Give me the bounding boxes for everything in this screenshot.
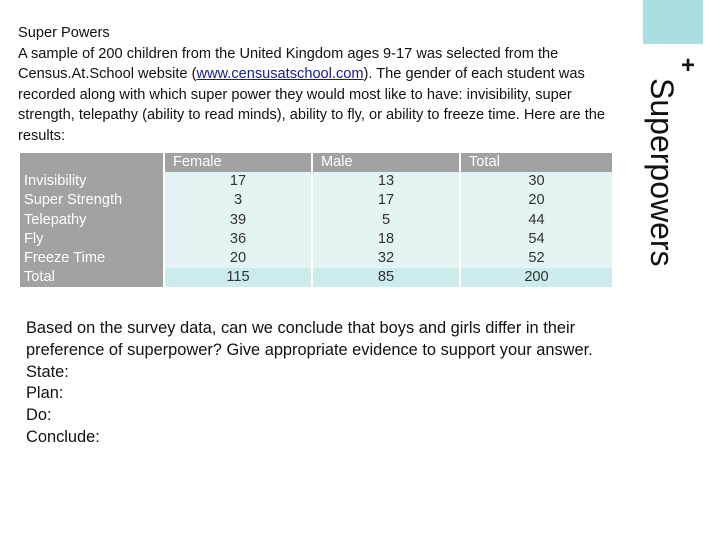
total-cell: 44 bbox=[461, 211, 612, 230]
male-cell: 32 bbox=[313, 249, 459, 268]
intro-text-part1: A sample of 200 children from the United Kingdom ages 9-17 was selected from the Census.At.School website ( bbox=[18, 45, 559, 82]
column-header-total: Total bbox=[461, 153, 612, 172]
do-label: Do: bbox=[26, 406, 52, 425]
total-cell: 52 bbox=[461, 249, 612, 268]
table-total-row bbox=[20, 268, 612, 287]
total-cell: 54 bbox=[461, 230, 612, 249]
plan-label: Plan: bbox=[26, 384, 64, 403]
table-row bbox=[20, 211, 612, 230]
intro-text-part2: ). The gender of each student was recorded along with which super power they would most like to have: invisibility, super strength, telepathy (ability to read minds), ability to fly, or ability to freeze time. Here are the results: bbox=[18, 66, 605, 144]
state-label: State: bbox=[26, 362, 69, 381]
table-row bbox=[20, 172, 612, 191]
male-cell: 13 bbox=[313, 172, 459, 191]
female-cell: 39 bbox=[165, 211, 311, 230]
page-title: Super Powers bbox=[18, 25, 110, 41]
row-label: Telepathy bbox=[20, 211, 163, 230]
table-header-row bbox=[20, 153, 612, 172]
table-row bbox=[20, 249, 612, 268]
male-cell: 85 bbox=[313, 268, 459, 287]
table-corner-cell bbox=[20, 153, 163, 172]
census-link[interactable]: www.censusatschool.com bbox=[196, 66, 364, 82]
female-cell: 17 bbox=[165, 172, 311, 191]
results-table bbox=[18, 153, 614, 287]
question-block bbox=[26, 318, 626, 449]
female-cell: 115 bbox=[165, 268, 311, 287]
row-label: Super Strength bbox=[20, 191, 163, 210]
question-prompt: Based on the survey data, can we conclude that boys and girls differ in their preference of superpower? Give appropriate evidence to support your answer. bbox=[26, 319, 593, 359]
side-title: Superpowers bbox=[644, 78, 680, 267]
female-cell: 3 bbox=[165, 191, 311, 210]
male-cell: 18 bbox=[313, 230, 459, 249]
male-cell: 17 bbox=[313, 191, 459, 210]
row-label: Fly bbox=[20, 230, 163, 249]
row-label: Freeze Time bbox=[20, 249, 163, 268]
conclude-label: Conclude: bbox=[26, 427, 100, 446]
table-row bbox=[20, 191, 612, 210]
column-header-male: Male bbox=[313, 153, 459, 172]
plus-icon: + bbox=[680, 52, 695, 79]
row-label: Total bbox=[20, 268, 163, 287]
column-header-female: Female bbox=[165, 153, 311, 172]
accent-block bbox=[643, 0, 703, 44]
total-cell: 200 bbox=[461, 268, 612, 287]
female-cell: 20 bbox=[165, 249, 311, 268]
intro-text bbox=[18, 23, 618, 146]
total-cell: 20 bbox=[461, 191, 612, 210]
table-row bbox=[20, 230, 612, 249]
intro-paragraph bbox=[18, 44, 618, 147]
row-label: Invisibility bbox=[20, 172, 163, 191]
male-cell: 5 bbox=[313, 211, 459, 230]
female-cell: 36 bbox=[165, 230, 311, 249]
total-cell: 30 bbox=[461, 172, 612, 191]
